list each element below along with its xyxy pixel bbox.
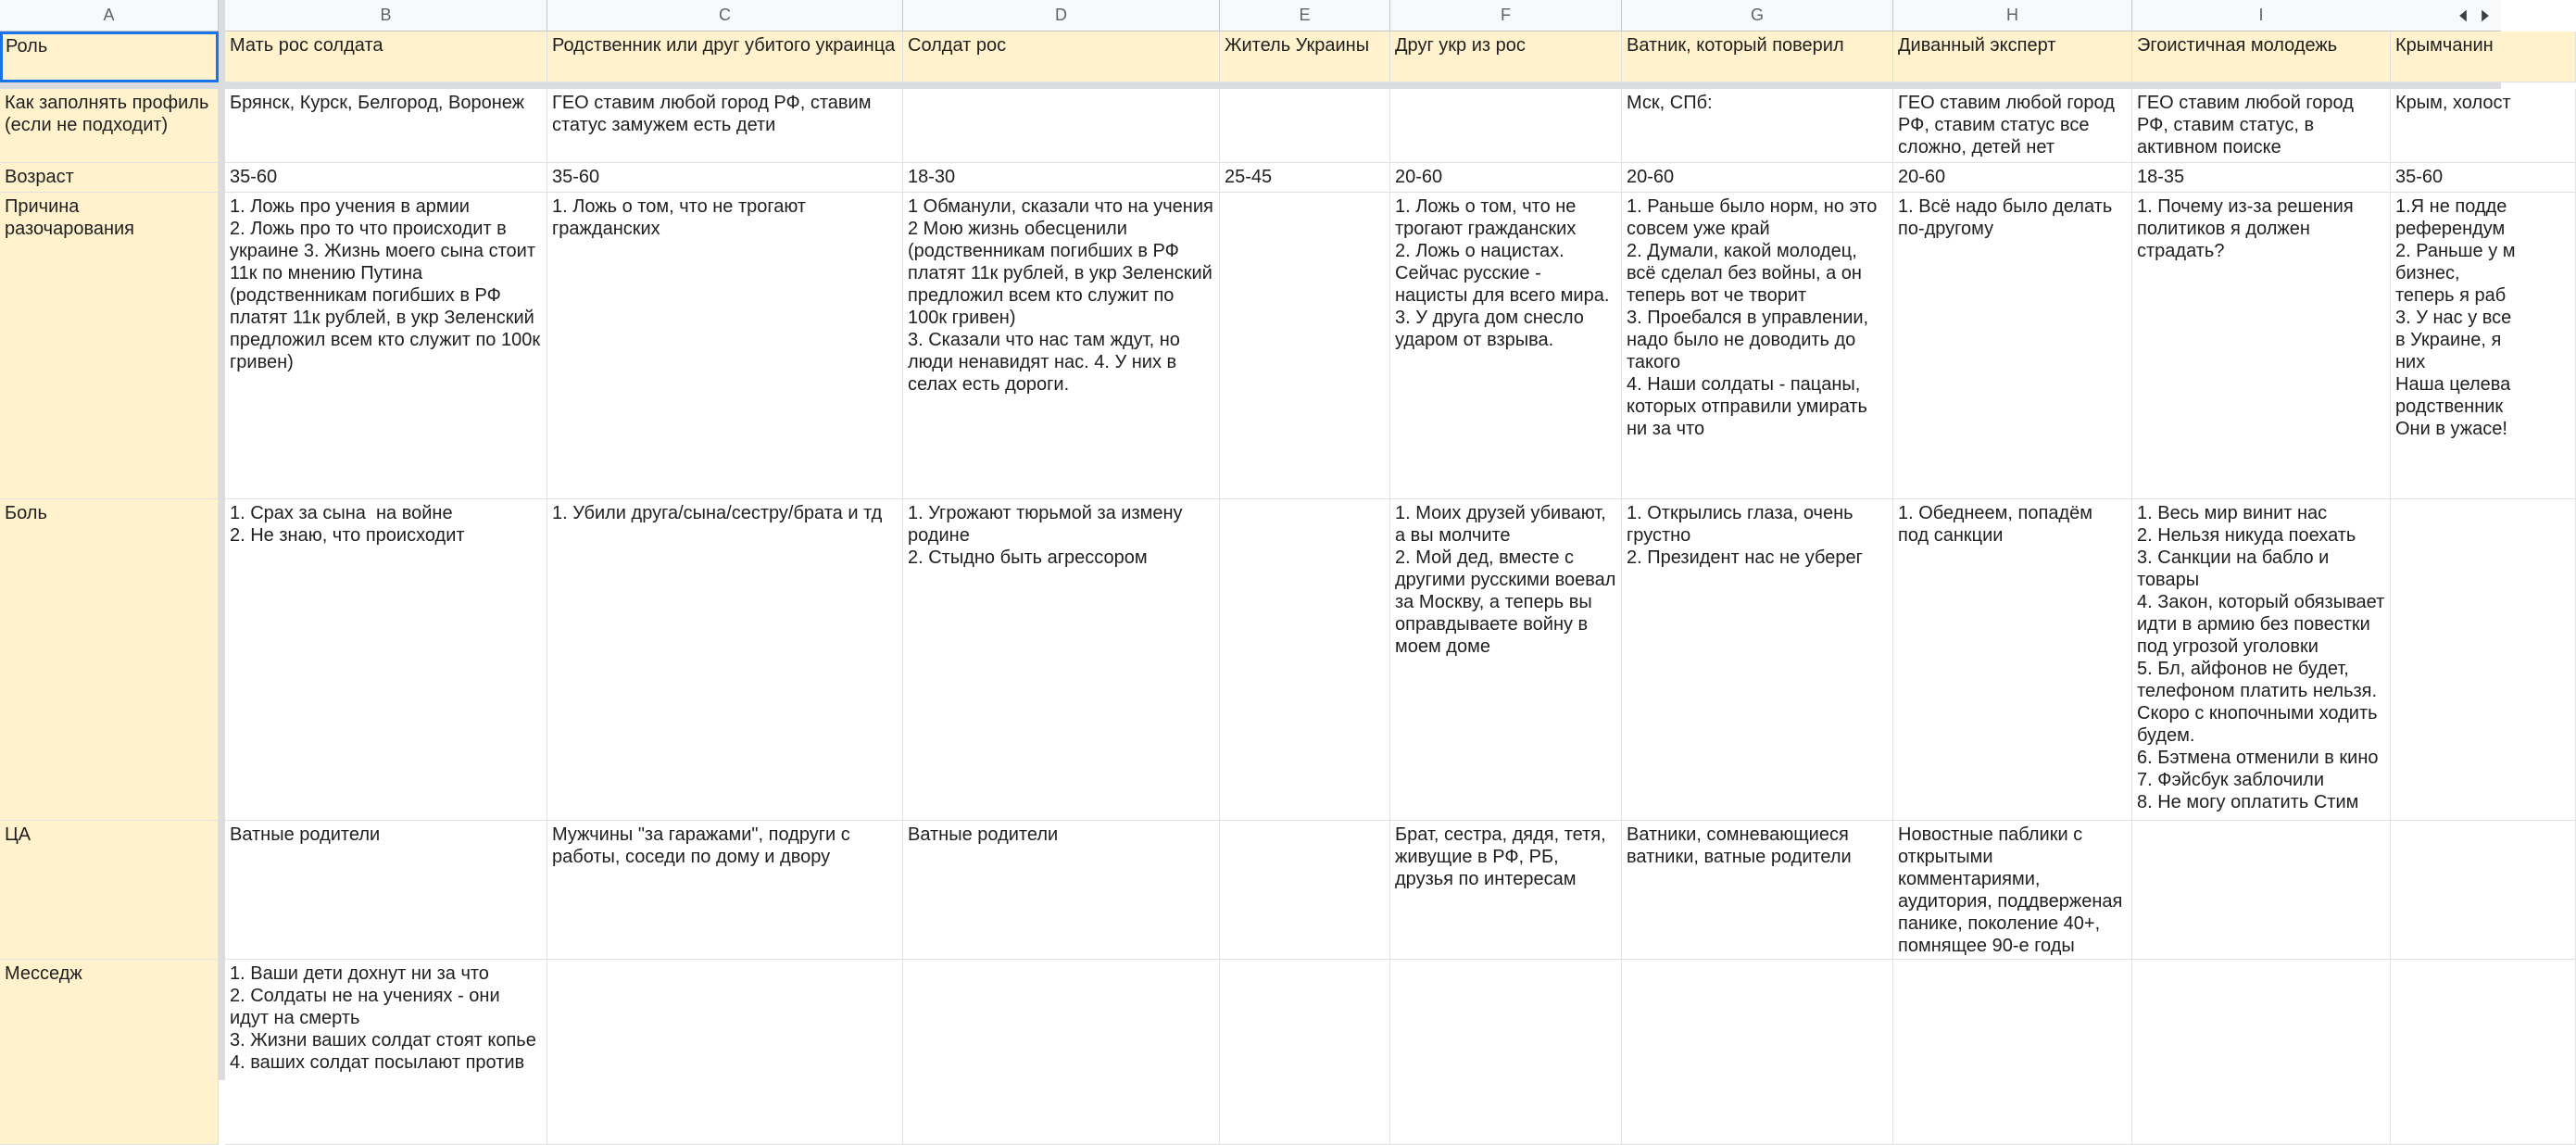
header-cell-d[interactable]: Солдат рос (903, 31, 1220, 82)
cell-d-3[interactable]: 18-30 (903, 163, 1220, 193)
cell-h-5[interactable]: 1. Обеднеем, попадём под санкции (1893, 499, 2132, 821)
header-cell-a[interactable]: Роль (0, 31, 219, 82)
cell-i-7[interactable] (2132, 960, 2391, 1145)
cell-j-6[interactable] (2391, 821, 2576, 960)
cell-c-2[interactable]: ГЕО ставим любой город РФ, ставим статус замужем есть дети (547, 89, 903, 163)
column-header-g[interactable]: G (1622, 0, 1893, 31)
cell-d-6[interactable]: Ватные родители (903, 821, 1220, 960)
cell-f-3[interactable]: 20-60 (1390, 163, 1622, 193)
cell-i-6[interactable] (2132, 821, 2391, 960)
cell-c-6[interactable]: Мужчины "за гаражами", подруги с работы, соседи по дому и двору (547, 821, 903, 960)
header-cell-e[interactable]: Житель Украины (1220, 31, 1390, 82)
cell-b-7[interactable]: 1. Ваши дети дохнут ни за что 2. Солдаты не на учениях - они идут на смерть 3. Жизни ваших солдат стоят копье 4. ваших солдат посылают против (225, 960, 547, 1145)
cell-c-4[interactable]: 1. Ложь о том, что не трогают гражданских (547, 193, 903, 499)
cell-e-5[interactable] (1220, 499, 1390, 821)
row-label-a-4[interactable]: Причина разочарования (0, 193, 219, 499)
header-cell-j[interactable]: Крымчанин (2391, 31, 2576, 82)
scroll-right-icon[interactable] (2479, 7, 2492, 24)
cell-g-7[interactable] (1622, 960, 1893, 1145)
cell-b-3[interactable]: 35-60 (225, 163, 547, 193)
header-cell-f[interactable]: Друг укр из рос (1390, 31, 1622, 82)
cell-d-2[interactable] (903, 89, 1220, 163)
header-cell-i[interactable]: Эгоистичная молодежь (2132, 31, 2391, 82)
cell-b-5[interactable]: 1. Срах за сына на войне 2. Не знаю, что происходит (225, 499, 547, 821)
column-header-b[interactable]: B (225, 0, 547, 31)
row-label-a-2[interactable]: Как заполнять профиль (если не подходит) (0, 89, 219, 163)
cell-j-5[interactable] (2391, 499, 2576, 821)
cell-i-2[interactable]: ГЕО ставим любой город РФ, ставим статус, в активном поиске (2132, 89, 2391, 163)
cell-d-4[interactable]: 1 Обманули, сказали что на учения 2 Мою жизнь обесценили (родственникам погибших в РФ платят 11к рублей, в укр Зеленский предложил всем кто служит по 100к гривен) 3. Сказали что нас там ждут, но люди ненавидят нас. 4. У них в селах есть дороги. (903, 193, 1220, 499)
cell-i-5[interactable]: 1. Весь мир винит нас 2. Нельзя никуда поехать 3. Санкции на бабло и товары 4. Закон, который обязывает идти в армию без повестки под угрозой уголовки 5. Бл, айфонов не будет, телефоном платить нельзя. Скоро с кнопочными ходить будем. 6. Бэтмена отменили в кино 7. Фэйсбук заблочили 8. Не могу оплатить Стим (2132, 499, 2391, 821)
cell-h-7[interactable] (1893, 960, 2132, 1145)
cell-b-2[interactable]: Брянск, Курск, Белгород, Воронеж (225, 89, 547, 163)
row-label-a-7[interactable]: Месседж (0, 960, 219, 1145)
cell-g-4[interactable]: 1. Раньше было норм, но это совсем уже край 2. Думали, какой молодец, всё сделал без войны, а он теперь вот че творит 3. Проебался в управлении, надо было не доводить до такого 4. Наши солдаты - пацаны, которых отправили умирать ни за что (1622, 193, 1893, 499)
column-header-e[interactable]: E (1220, 0, 1390, 31)
cell-e-6[interactable] (1220, 821, 1390, 960)
column-header-f[interactable]: F (1390, 0, 1622, 31)
column-header-a[interactable]: A (0, 0, 219, 31)
cell-c-5[interactable]: 1. Убили друга/сына/сестру/брата и тд (547, 499, 903, 821)
cell-j-4[interactable]: 1.Я не подде референдум 2. Раньше у м бизнес, теперь я раб 3. У нас у все в Украине, я них Наша целева родственник Они в ужасе! (2391, 193, 2576, 499)
cell-f-5[interactable]: 1. Моих друзей убивают, а вы молчите 2. Мой дед, вместе с другими русскими воевал за Москву, а теперь вы оправдываете войну в моем доме (1390, 499, 1622, 821)
scroll-left-icon[interactable] (2457, 7, 2469, 24)
cell-f-6[interactable]: Брат, сестра, дядя, тетя, живущие в РФ, РБ, друзья по интересам (1390, 821, 1622, 960)
cell-h-2[interactable]: ГЕО ставим любой город РФ, ставим статус все сложно, детей нет (1893, 89, 2132, 163)
cell-d-5[interactable]: 1. Угрожают тюрьмой за измену родине 2. Стыдно быть агрессором (903, 499, 1220, 821)
frozen-column-divider[interactable] (219, 0, 225, 1080)
cell-e-2[interactable] (1220, 89, 1390, 163)
cell-f-7[interactable] (1390, 960, 1622, 1145)
cell-b-6[interactable]: Ватные родители (225, 821, 547, 960)
cell-j-3[interactable]: 35-60 (2391, 163, 2576, 193)
cell-j-7[interactable] (2391, 960, 2576, 1145)
header-cell-g[interactable]: Ватник, который поверил (1622, 31, 1893, 82)
cell-f-4[interactable]: 1. Ложь о том, что не трогают гражданских 2. Ложь о нацистах. Сейчас русские - нацисты для всего мира. 3. У друга дом снесло ударом от взрыва. (1390, 193, 1622, 499)
cell-g-6[interactable]: Ватники, сомневающиеся ватники, ватные родители (1622, 821, 1893, 960)
cell-h-3[interactable]: 20-60 (1893, 163, 2132, 193)
cell-h-4[interactable]: 1. Всё надо было делать по-другому (1893, 193, 2132, 499)
cell-g-2[interactable]: Мск, СПб: (1622, 89, 1893, 163)
header-cell-c[interactable]: Родственник или друг убитого украинца (547, 31, 903, 82)
cell-d-7[interactable] (903, 960, 1220, 1145)
cell-e-3[interactable]: 25-45 (1220, 163, 1390, 193)
column-header-i[interactable]: I (2132, 0, 2391, 31)
cell-i-3[interactable]: 18-35 (2132, 163, 2391, 193)
row-label-a-6[interactable]: ЦА (0, 821, 219, 960)
cell-e-7[interactable] (1220, 960, 1390, 1145)
cell-c-7[interactable] (547, 960, 903, 1145)
cell-i-4[interactable]: 1. Почему из-за решения политиков я должен страдать? (2132, 193, 2391, 499)
cell-g-3[interactable]: 20-60 (1622, 163, 1893, 193)
row-label-a-3[interactable]: Возраст (0, 163, 219, 193)
cell-e-4[interactable] (1220, 193, 1390, 499)
cell-g-5[interactable]: 1. Открылись глаза, очень грустно 2. Президент нас не уберег (1622, 499, 1893, 821)
cell-j-2[interactable]: Крым, холост (2391, 89, 2576, 163)
column-header-c[interactable]: C (547, 0, 903, 31)
cell-b-4[interactable]: 1. Ложь про учения в армии 2. Ложь про то что происходит в украине 3. Жизнь моего сына стоит 11к по мнению Путина (родственникам погибших в РФ платят 11к рублей, в укр Зеленский предложил всем кто служит по 100к гривен) (225, 193, 547, 499)
header-cell-b[interactable]: Мать рос солдата (225, 31, 547, 82)
cell-f-2[interactable] (1390, 89, 1622, 163)
row-label-a-5[interactable]: Боль (0, 499, 219, 821)
column-header-h[interactable]: H (1893, 0, 2132, 31)
column-header-d[interactable]: D (903, 0, 1220, 31)
frozen-row-divider[interactable] (0, 82, 2501, 89)
header-cell-h[interactable]: Диванный эксперт (1893, 31, 2132, 82)
cell-c-3[interactable]: 35-60 (547, 163, 903, 193)
column-scroll-controls (2368, 0, 2501, 31)
cell-h-6[interactable]: Новостные паблики с открытыми комментариями, аудитория, поддверженая панике, поколение 40+, помнящее 90-е годы (1893, 821, 2132, 960)
